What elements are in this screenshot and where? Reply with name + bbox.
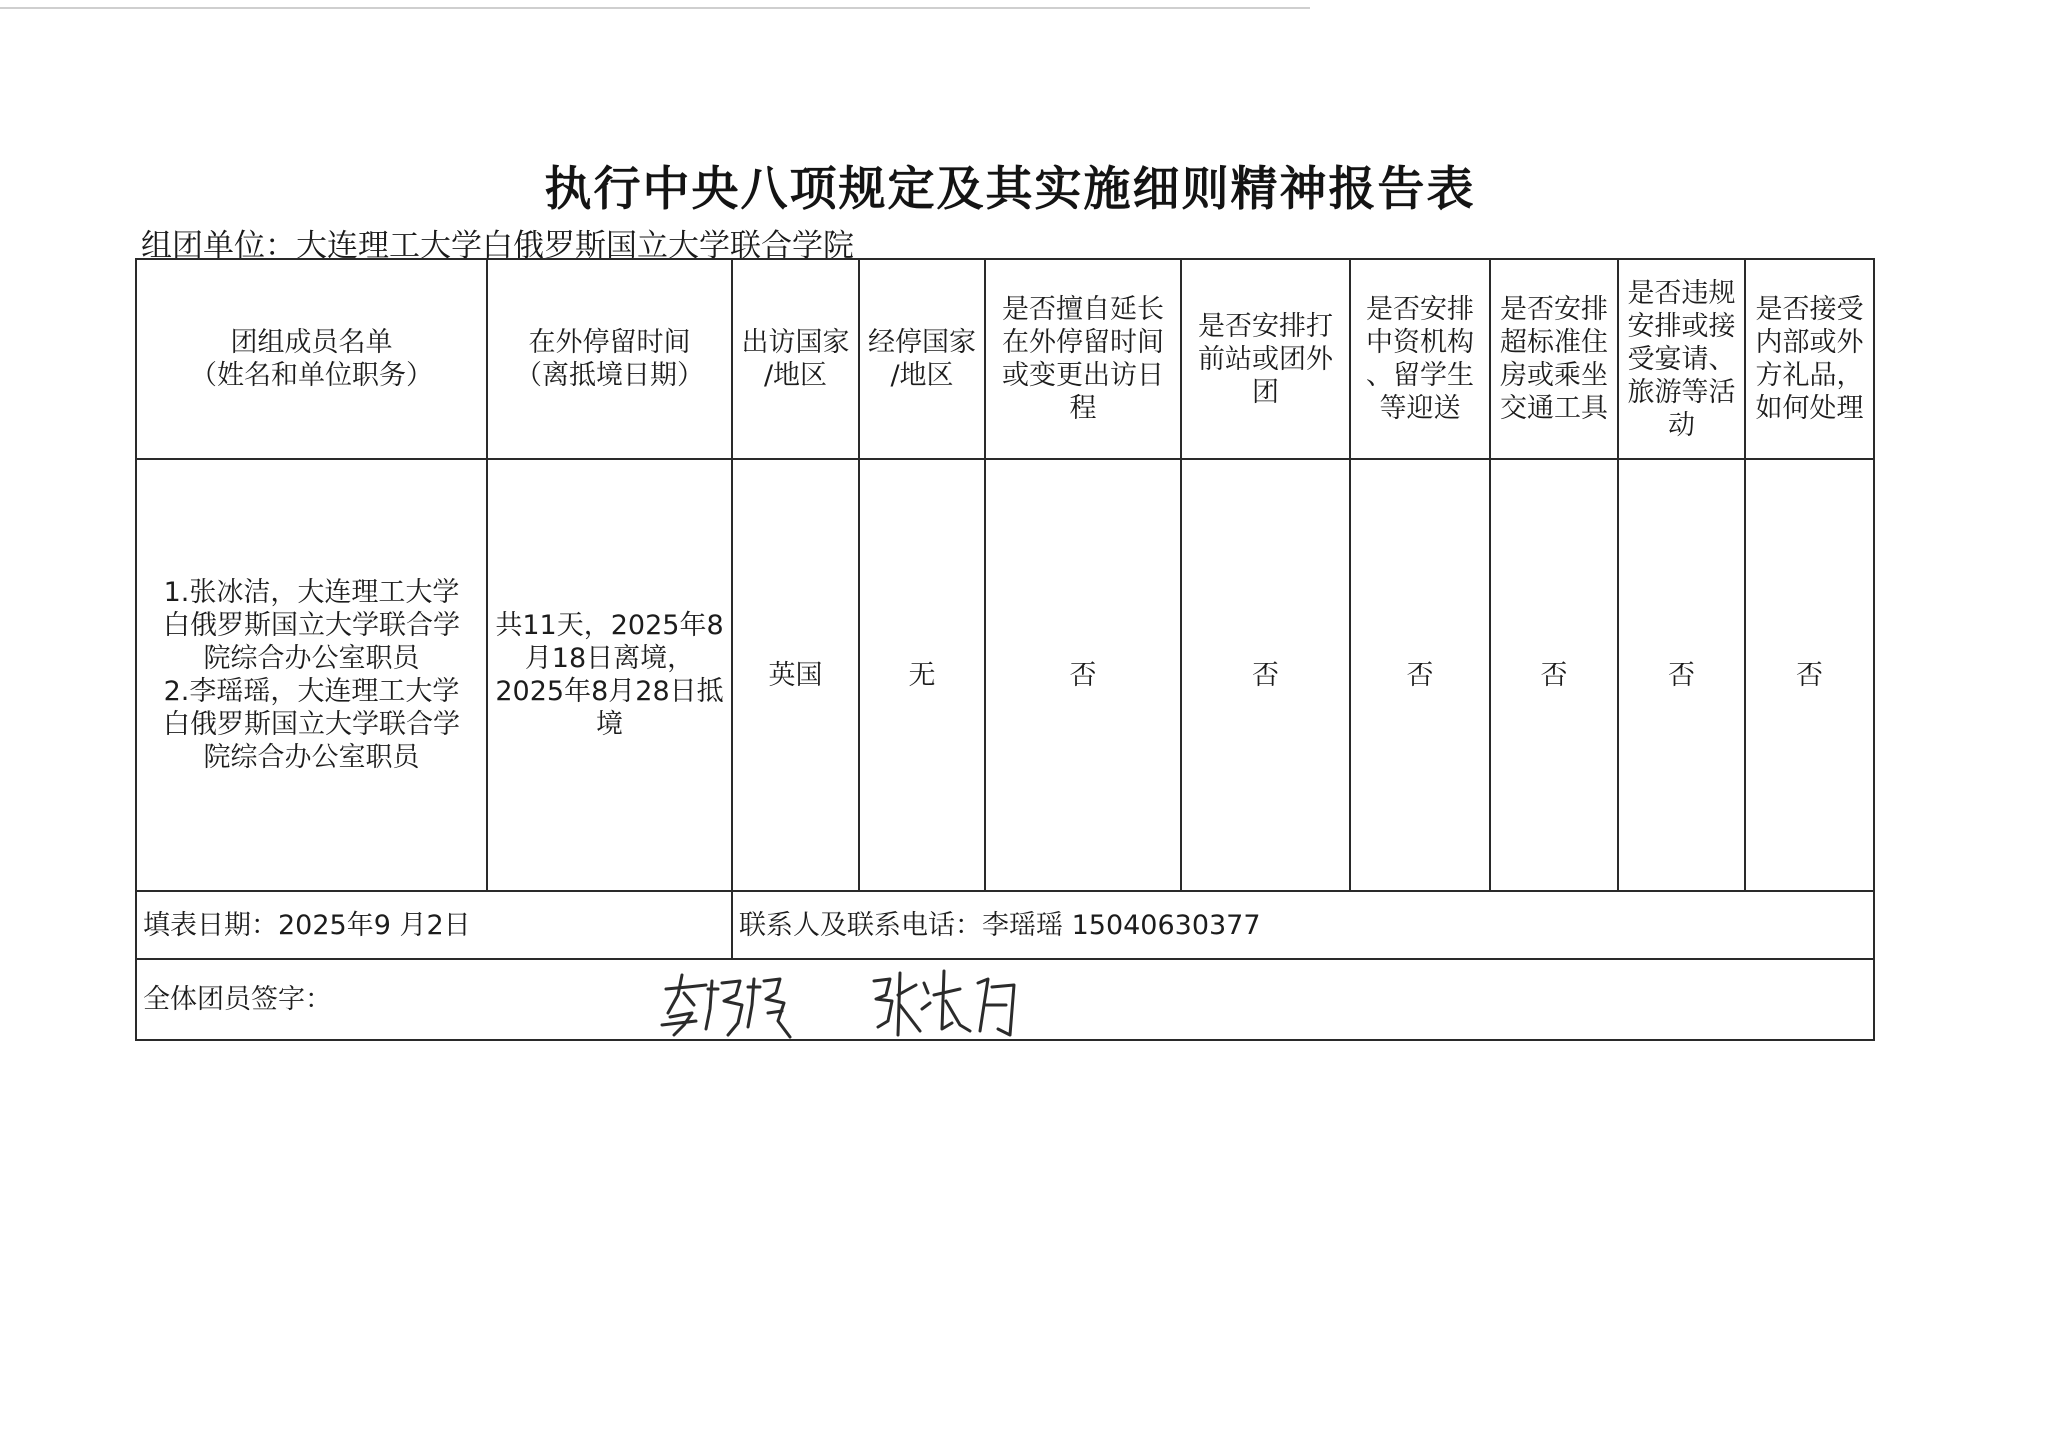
cell-banquet: 否: [1618, 459, 1745, 891]
organizing-unit-name: 大连理工大学白俄罗斯国立大学联合学院: [296, 228, 854, 264]
header-gifts: 是否接受 内部或外 方礼品， 如何处理: [1745, 259, 1874, 459]
header-greeting: 是否安排 中资机构 、留学生 等迎送: [1350, 259, 1490, 459]
page-title: 执行中央八项规定及其实施细则精神报告表: [544, 162, 1476, 217]
header-transit: 经停国家 /地区: [859, 259, 985, 459]
signature-zhang-bingjie: [874, 971, 1014, 1035]
contact-info: 联系人及联系电话：李瑶瑶 15040630377: [732, 891, 1874, 959]
fill-date: 填表日期：2025年9 月2日: [136, 891, 732, 959]
header-extend-stay: 是否擅自延长 在外停留时间 或变更出访日 程: [985, 259, 1181, 459]
header-lodging: 是否安排 超标准住 房或乘坐 交通工具: [1490, 259, 1618, 459]
cell-greeting: 否: [1350, 459, 1490, 891]
cell-members: 1.张冰洁，大连理工大学 白俄罗斯国立大学联合学 院综合办公室职员 2.李瑶瑶，大连理工大学 白俄罗斯国立大学联合学 院综合办公室职员: [136, 459, 487, 891]
table-header-row: [136, 259, 1874, 459]
cell-lodging: 否: [1490, 459, 1618, 891]
header-destination: 出访国家 /地区: [732, 259, 859, 459]
report-table: [135, 258, 1875, 1041]
cell-gifts: 否: [1745, 459, 1874, 891]
header-stay-time: 在外停留时间 （离抵境日期）: [487, 259, 732, 459]
signature-li-yaoyao: [662, 975, 790, 1037]
organizing-unit-label: 组团单位：: [141, 228, 296, 264]
table-row: [136, 459, 1874, 891]
cell-advance-team: 否: [1181, 459, 1350, 891]
cell-stay-time: 共11天，2025年8 月18日离境， 2025年8月28日抵 境: [487, 459, 732, 891]
header-members: 团组成员名单 （姓名和单位职务）: [136, 259, 487, 459]
cell-destination: 英国: [732, 459, 859, 891]
cell-extend-stay: 否: [985, 459, 1181, 891]
cell-transit: 无: [859, 459, 985, 891]
header-banquet: 是否违规 安排或接 受宴请、 旅游等活 动: [1618, 259, 1745, 459]
signature-label: 全体团员签字：: [136, 959, 1874, 1040]
handwritten-signatures: [648, 965, 1078, 1045]
scan-top-rule: [0, 7, 1310, 9]
header-advance-team: 是否安排打 前站或团外 团: [1181, 259, 1350, 459]
table-footer-row: [136, 891, 1874, 959]
